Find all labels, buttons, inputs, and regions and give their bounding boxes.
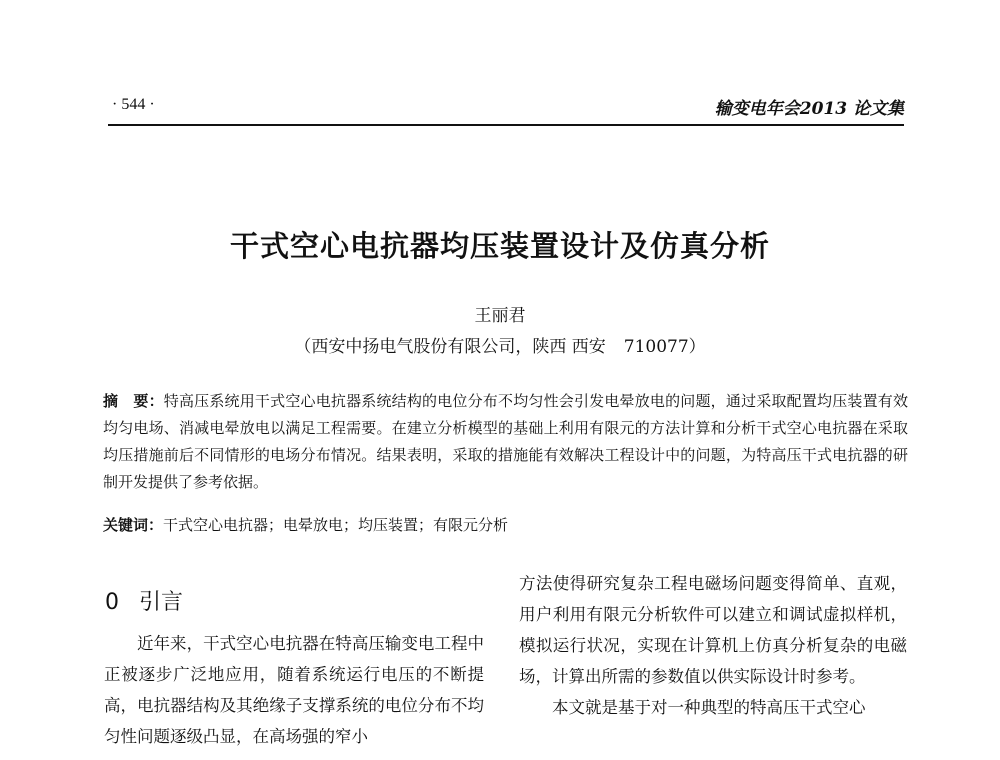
affiliation-postcode: 710077）	[623, 337, 706, 357]
body-column-left	[104, 628, 484, 752]
page-number: · 544 ·	[112, 96, 155, 113]
author-name: 王丽君	[474, 306, 526, 326]
affiliation	[0, 332, 1000, 357]
section-title: 引言	[139, 590, 184, 615]
body-column-right	[519, 568, 907, 723]
keywords	[103, 512, 908, 539]
body-paragraph: 方法使得研究复杂工程电磁场问题变得简单、直观，用户利用有限元分析软件可以建立和调试虚拟样机，模拟运行状况，实现在计算机上仿真分析复杂的电磁场，计算出所需的参数值以供实际设计时参考。	[519, 574, 907, 686]
section-number: 0	[105, 590, 119, 615]
section-heading	[105, 585, 183, 616]
journal-title: 输变电年会2013 论文集	[714, 99, 904, 119]
keywords-text: 干式空心电抗器；电晕放电；均压装置；有限元分析	[163, 516, 509, 534]
affiliation-text: （西安中扬电气股份有限公司，陕西 西安	[294, 337, 606, 357]
body-paragraph: 本文就是基于对一种典型的特高压干式空心	[552, 698, 866, 717]
abstract-text: 特高压系统用干式空心电抗器系统结构的电位分布不均匀性会引发电晕放电的问题，通过采取配置均压装置有效均匀电场、消减电晕放电以满足工程需要。在建立分析模型的基础上利用有限元的方法计算和分析干式空心电抗器在采取均压措施前后不同情形的电场分布情况。结果表明，采取的措施能有效解决工程设计中的问题，为特高压干式电抗器的研制开发提供了参考依据。	[103, 392, 908, 491]
keywords-label: 关键词：	[103, 516, 164, 534]
abstract	[103, 388, 908, 496]
body-paragraph: 近年来，干式空心电抗器在特高压输变电工程中正被逐步广泛地应用，随着系统运行电压的不断提高，电抗器结构及其绝缘子支撑系统的电位分布不均匀性问题逐级凸显，在高场强的窄小	[104, 634, 484, 746]
paper-title: 干式空心电抗器均压装置设计及仿真分析	[229, 229, 770, 263]
abstract-label: 摘 要：	[103, 392, 164, 410]
header-rule	[108, 124, 904, 126]
